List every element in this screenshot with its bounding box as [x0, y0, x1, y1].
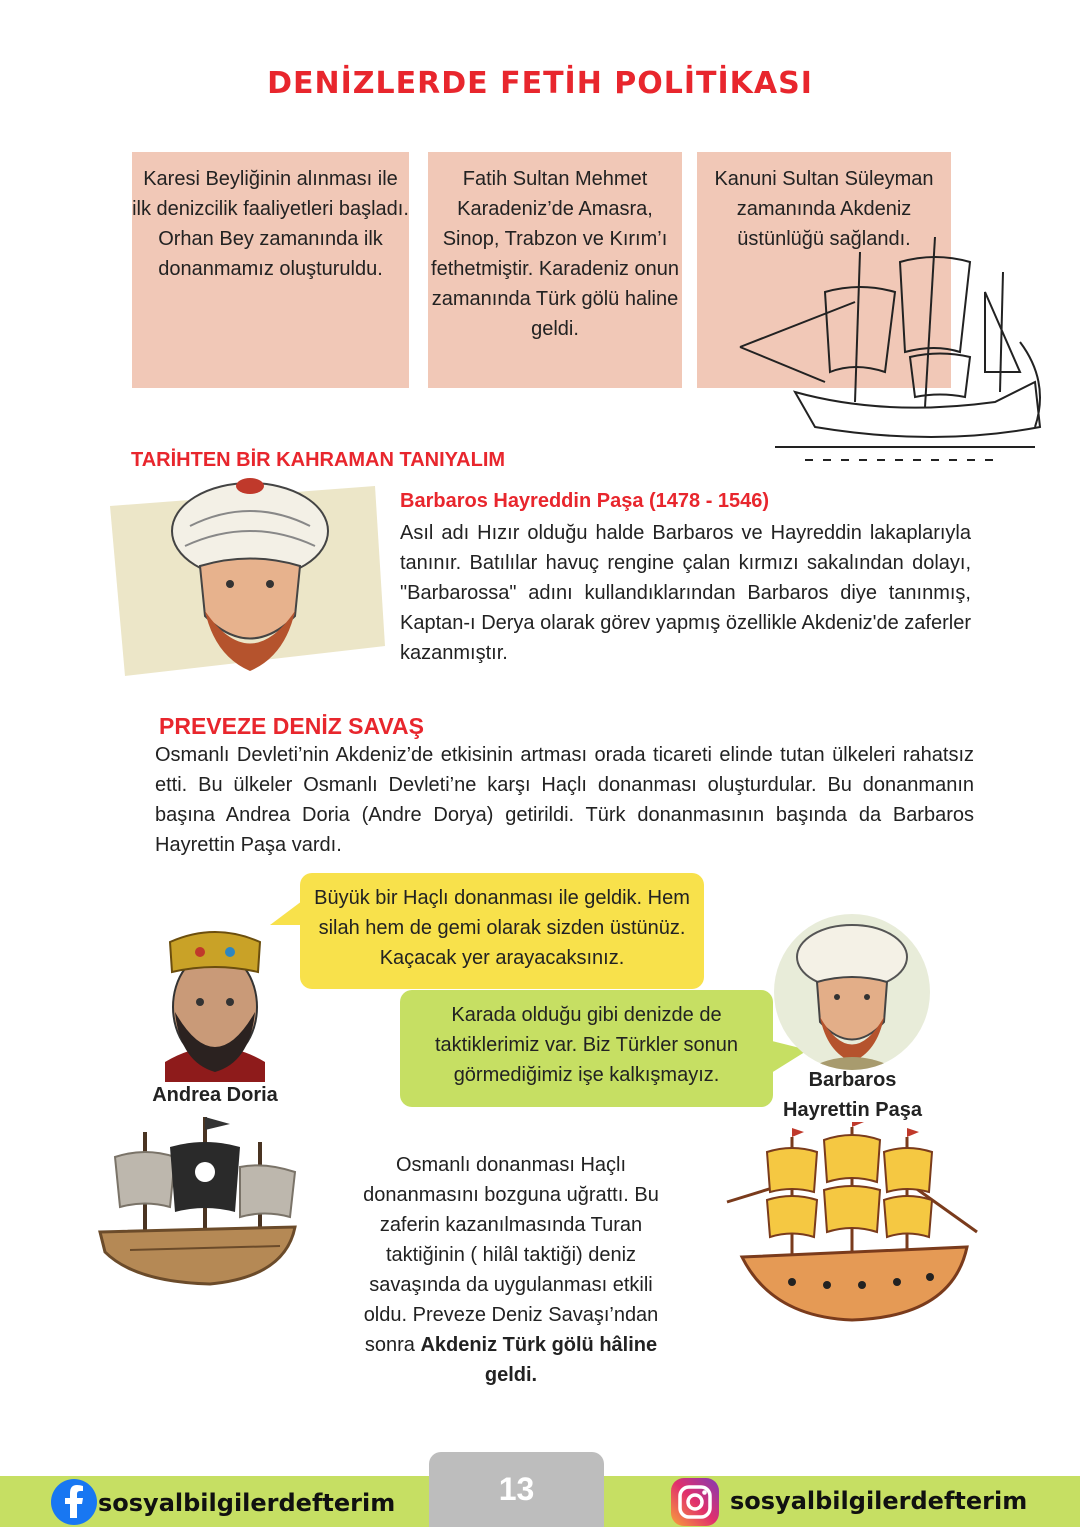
- info-box-fatih: Fatih Sultan Mehmet Karadeniz’de Amasra, Sinop, Trabzon ve Kırım’ı fethetmiştir. Karadeniz onun zamanında Türk gölü haline geldi.: [428, 152, 682, 388]
- barbaros-label-line1: Barbaros: [808, 1069, 897, 1091]
- doria-speech-bubble: Büyük bir Haçlı donanması ile geldik. Hem silah hem de gemi olarak sizden üstünüz. Kaçacak yer arayacaksınız.: [300, 873, 704, 989]
- hero-name: Barbaros Hayreddin Paşa (1478 - 1546): [400, 490, 770, 512]
- barbaros-round-avatar: [772, 912, 932, 1072]
- preveze-paragraph: Osmanlı Devleti’nin Akdeniz’de etkisinin artması orada ticareti elinde tutan ülkeleri rahatsız etti. Bu ülkeler Osmanlı Devleti’ne karşı Haçlı donanması oluşturdular. Bu donanmanın başına Andrea Doria (Andre Dorya) getirildi. Türk donanmasının başında da Barbaros Hayrettin Paşa vardı.: [155, 744, 974, 856]
- andrea-doria-avatar: [150, 922, 280, 1082]
- summary-bold-text: Akdeniz Türk gölü hâline geldi.: [420, 1334, 658, 1386]
- page-title: DENİZLERDE FETİH POLİTİKASI: [267, 66, 813, 101]
- barbaros-speech-bubble: Karada olduğu gibi denizde de taktiklerimiz var. Biz Türkler sonun görmediğimiz işe kalkışmayız.: [400, 990, 773, 1107]
- instagram-handle-link[interactable]: sosyalbilgilerdefterim: [730, 1487, 1028, 1515]
- pirate-ship-illustration: [90, 1112, 305, 1292]
- instagram-icon[interactable]: [670, 1477, 720, 1527]
- info-box-karesi: Karesi Beyliğinin alınması ile ilk denizcilik faaliyetleri başladı. Orhan Bey zamanında ilk donanmamız oluşturuldu.: [132, 152, 409, 388]
- preveze-heading: PREVEZE DENİZ SAVAŞ: [159, 713, 424, 739]
- barbaros-portrait-illustration: [110, 476, 390, 686]
- page-number: 13: [429, 1452, 604, 1527]
- preveze-summary: [350, 1150, 672, 1390]
- facebook-icon[interactable]: [50, 1478, 98, 1526]
- barbaros-label-line2: Hayrettin Paşa: [783, 1099, 922, 1121]
- galleon-sketch-illustration: [735, 232, 1060, 467]
- hero-biography: Asıl adı Hızır olduğu halde Barbaros ve Hayreddin lakaplarıyla tanınır. Batılılar havuç rengine çalan kırmızı sakalından dolayı, "Barbarossa" adını kullandıklarından Barbaros diye tanınmış, Kaptan-ı Derya olarak görev yapmış özellikle Akdeniz'de zaferler kazanmıştır.: [400, 522, 971, 664]
- facebook-handle-link[interactable]: sosyalbilgilerdefterim: [98, 1489, 396, 1517]
- hero-section-heading: TARİHTEN BİR KAHRAMAN TANIYALIM: [131, 449, 506, 471]
- ottoman-ship-illustration: [722, 1122, 982, 1322]
- andrea-doria-label: Andrea Doria: [152, 1084, 278, 1106]
- summary-text: Osmanlı donanması Haçlı donanmasını bozguna uğrattı. Bu zaferin kazanılmasında Turan taktiğinin ( hilâl taktiği) deniz savaşında da uygulanması etkili oldu. Preveze Deniz Savaşı’ndan sonra: [363, 1154, 659, 1356]
- info-box-kanuni: Kanuni Sultan Süleyman zamanında Akdeniz üstünlüğü sağlandı.: [697, 152, 951, 388]
